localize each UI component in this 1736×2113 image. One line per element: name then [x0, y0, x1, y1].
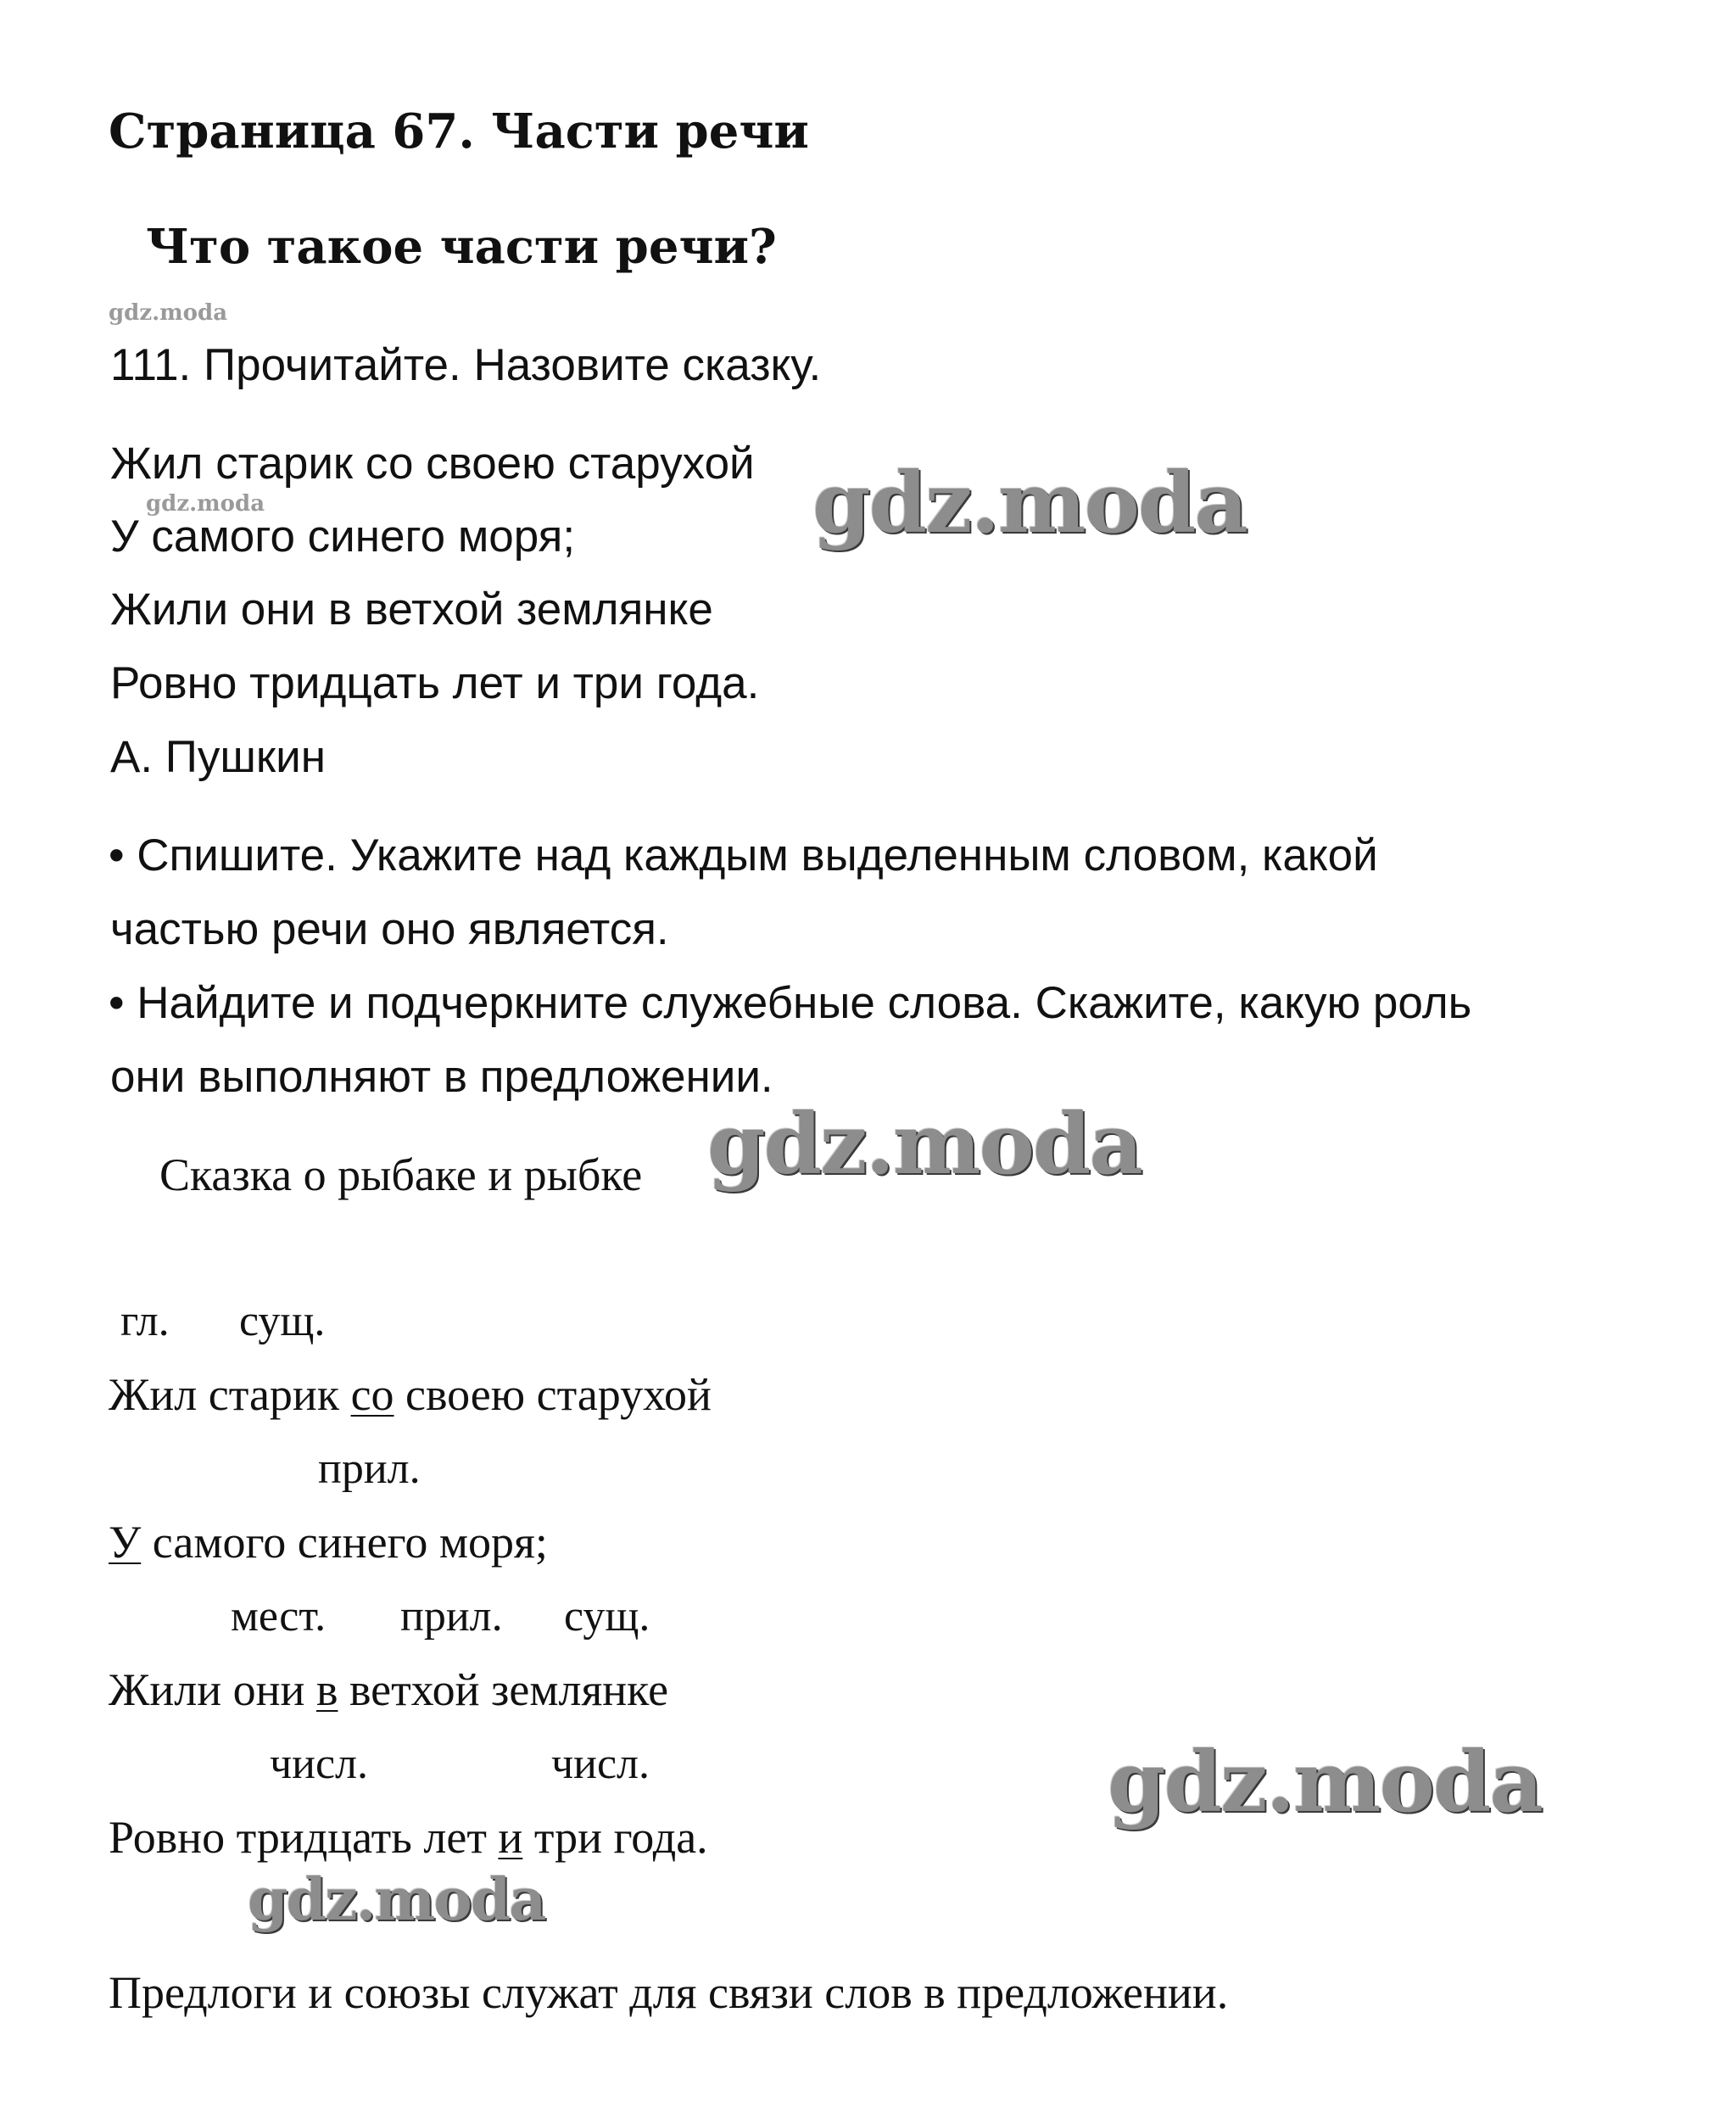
answer-line: [109, 1368, 712, 1421]
part-of-speech-label: числ.: [270, 1740, 369, 1788]
poem-author: А. Пушкин: [110, 732, 326, 782]
underlined-function-word: со: [350, 1369, 394, 1420]
answer-text: Ровно тридцать лет: [109, 1812, 499, 1863]
answer-text: ветхой землянке: [338, 1664, 669, 1715]
answer-text: самого синего моря;: [141, 1517, 548, 1568]
watermark-small: gdz.moda: [109, 300, 228, 326]
part-of-speech-label: прил.: [318, 1445, 421, 1493]
poem-line: Жил старик со своею старухой: [110, 439, 755, 489]
part-of-speech-label: прил.: [400, 1592, 503, 1641]
answer-text: Жили они: [109, 1664, 316, 1715]
watermark: gdz.moda: [1108, 1734, 1542, 1831]
watermark: gdz.moda: [248, 1866, 545, 1934]
poem-line: Жили они в ветхой землянке: [110, 584, 713, 634]
watermark: gdz.moda: [707, 1096, 1142, 1193]
answer-line: [109, 1663, 668, 1716]
underlined-function-word: У: [109, 1517, 142, 1568]
poem-line: Ровно тридцать лет и три года.: [110, 658, 760, 708]
part-of-speech-label: числ.: [551, 1740, 650, 1788]
poem-line: У самого синего моря;: [110, 511, 576, 562]
answer-conclusion: Предлоги и союзы служат для связи слов в предложении.: [109, 1967, 1229, 2018]
answer-text: своею старухой: [394, 1369, 712, 1420]
part-of-speech-label: сущ.: [239, 1297, 326, 1345]
part-of-speech-label: мест.: [231, 1592, 327, 1641]
task-text: • Спишите. Укажите над каждым выделенным словом, какой: [109, 830, 1378, 880]
watermark-small: gdz.moda: [146, 491, 265, 517]
exercise-prompt: 111. Прочитайте. Назовите сказку.: [110, 340, 822, 390]
task-text: они выполняют в предложении.: [110, 1052, 773, 1102]
part-of-speech-label: гл.: [120, 1297, 170, 1345]
task-text: • Найдите и подчеркните служебные слова. Скажите, какую роль: [109, 978, 1472, 1028]
task-text: частью речи оно является.: [110, 904, 669, 954]
answer-text: Жил старик: [109, 1369, 351, 1420]
answer-line: [109, 1811, 708, 1864]
answer-text: три года.: [522, 1812, 708, 1863]
part-of-speech-label: сущ.: [564, 1592, 650, 1641]
underlined-function-word: в: [315, 1664, 338, 1715]
tale-name: Сказка о рыбаке и рыбке: [159, 1149, 643, 1200]
page-title: Страница 67. Части речи: [109, 103, 809, 159]
underlined-function-word: и: [498, 1812, 523, 1863]
section-title: Что такое части речи?: [146, 219, 777, 275]
answer-line: [109, 1516, 548, 1568]
watermark: gdz.moda: [812, 455, 1247, 552]
